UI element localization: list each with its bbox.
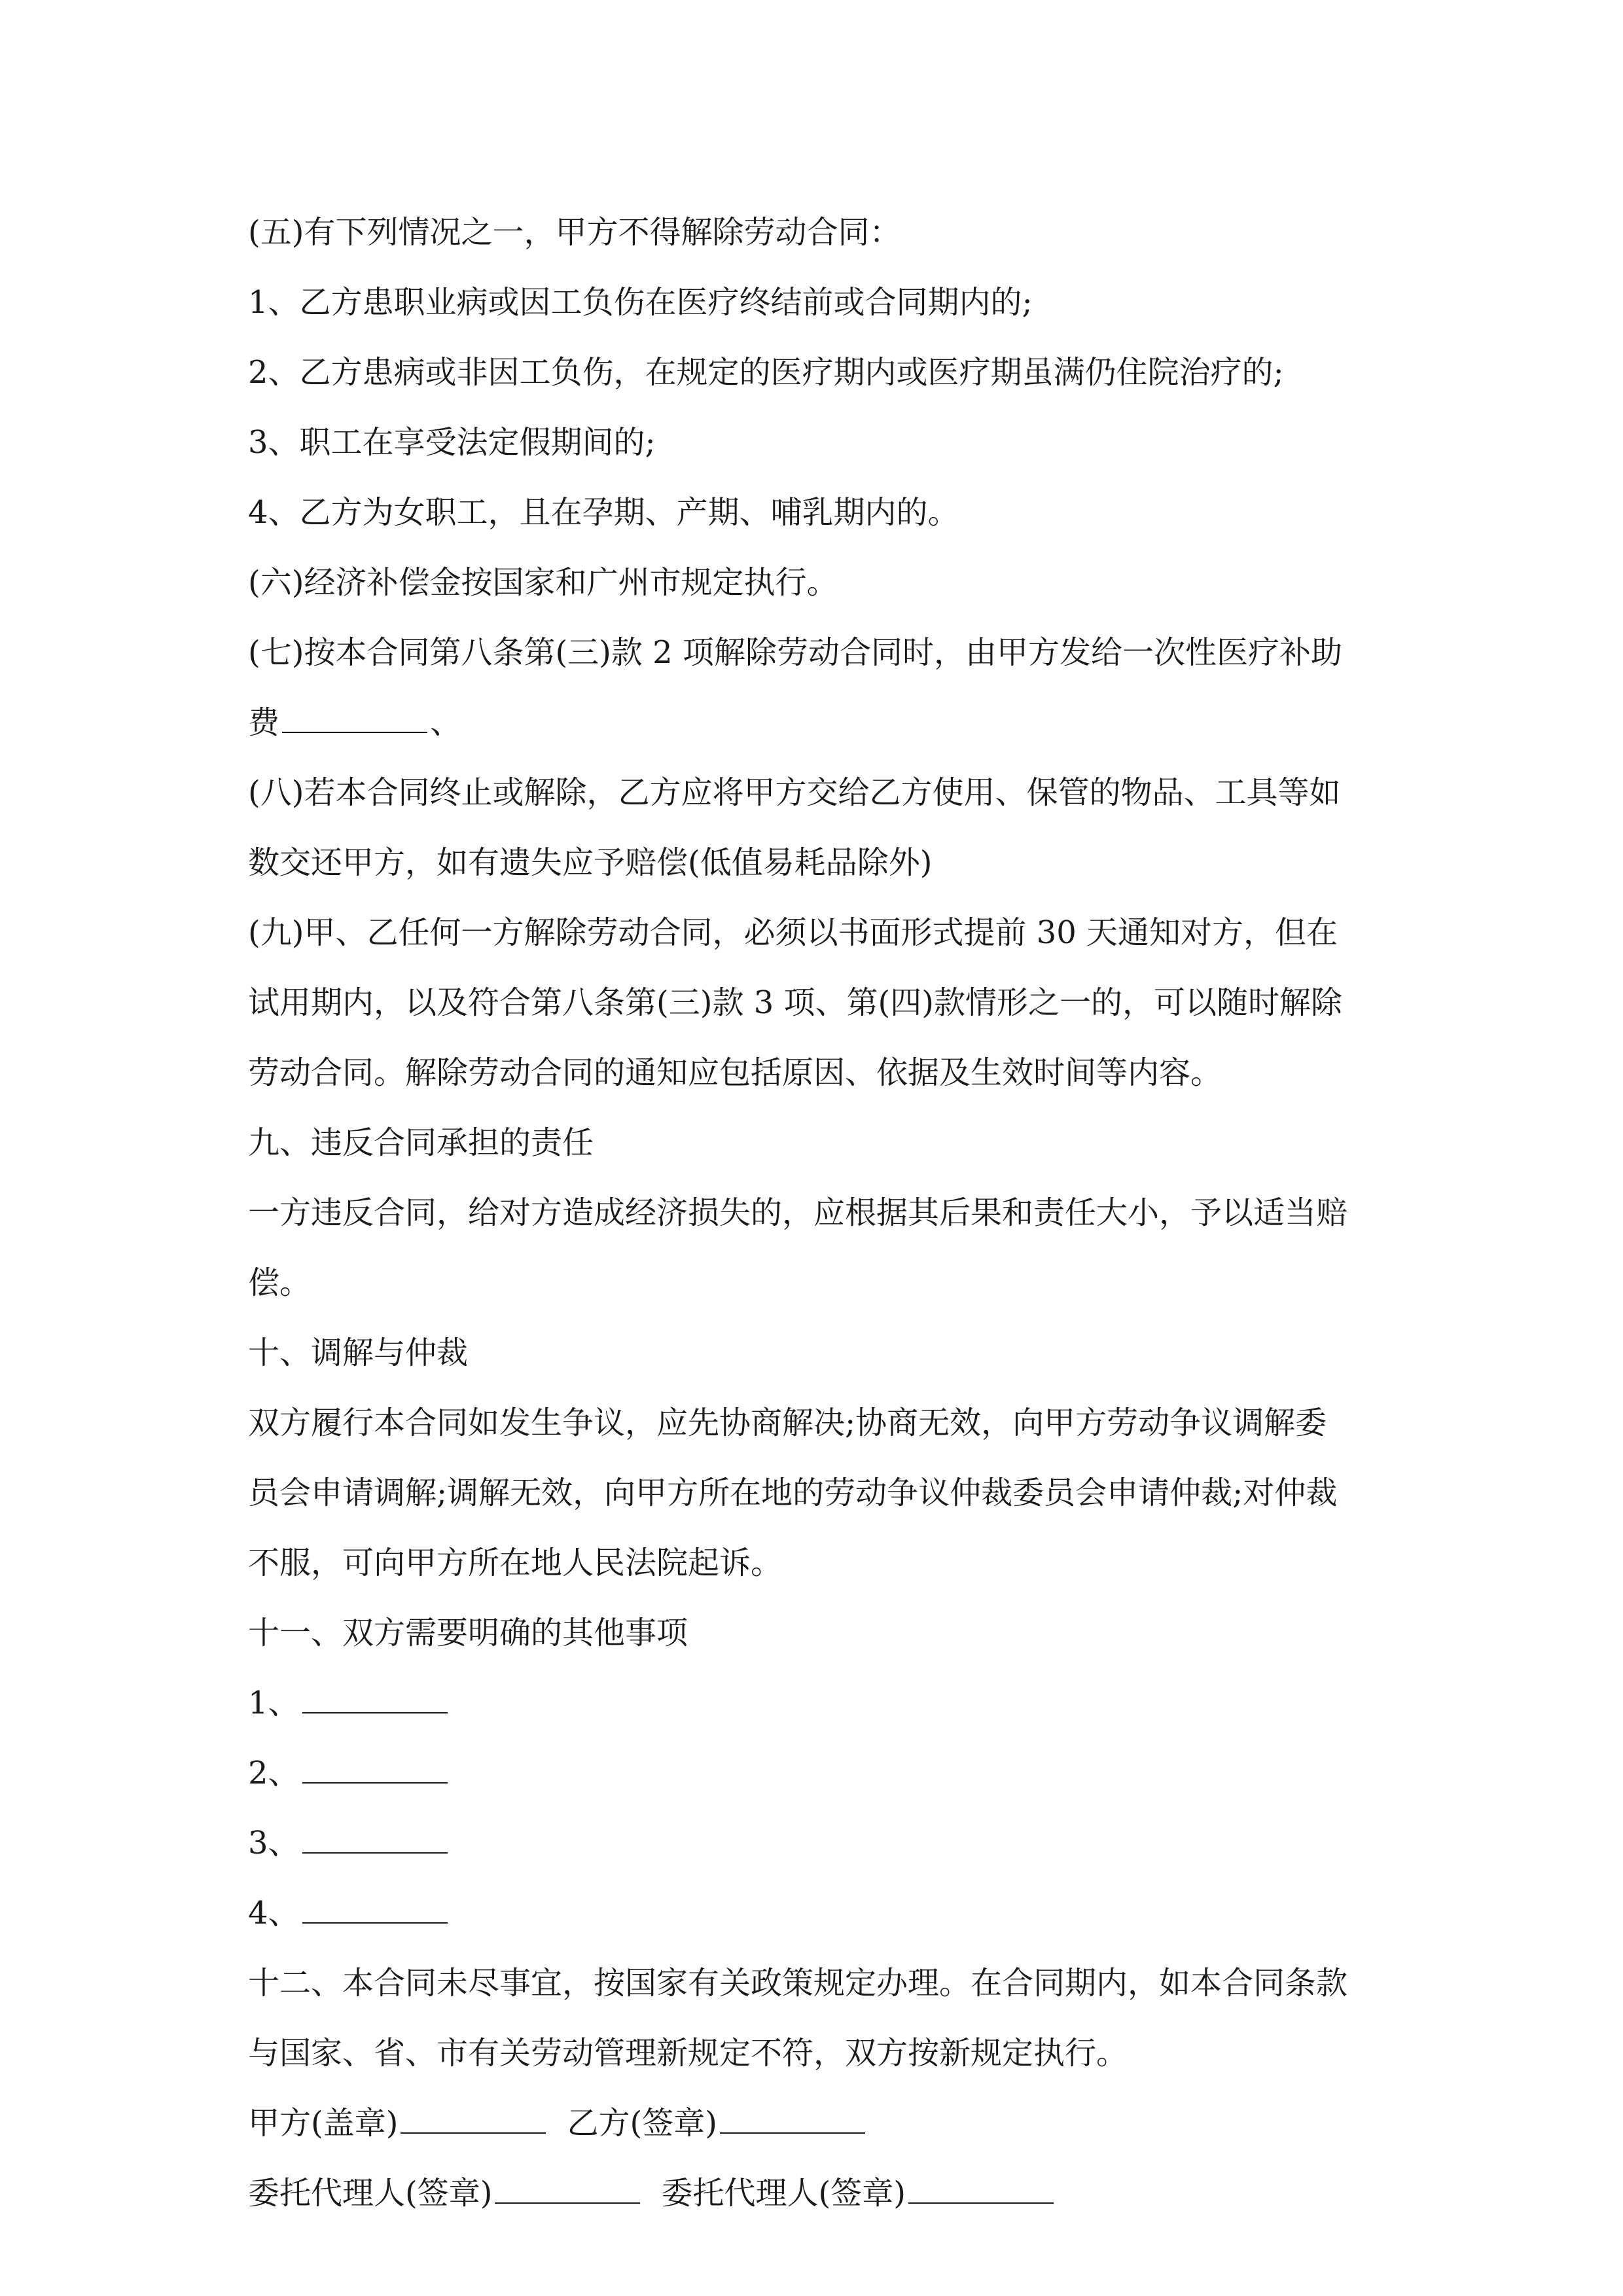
item-number: 4、 [248, 1895, 300, 1931]
agent-a-sign-blank[interactable] [495, 2179, 640, 2204]
paragraph-7-line-1: (七)按本合同第八条第(三)款 2 项解除劳动合同时，由甲方发给一次性医疗补助 [248, 634, 1342, 671]
other-item-2 [248, 1738, 1400, 1808]
paragraph-8-line-2: 数交还甲方，如有遗失应予赔偿(低值易耗品除外) [248, 844, 933, 881]
fee-label: 费 [248, 704, 280, 741]
section-9-title: 九、违反合同承担的责任 [248, 1124, 594, 1161]
agent-b-label: 委托代理人(签章) [661, 2175, 906, 2212]
section-10-line-3: 不服，可向甲方所在地人民法院起诉。 [248, 1545, 783, 1581]
item-number: 1、 [248, 1685, 300, 1721]
paragraph-5: (五)有下列情况之一，甲方不得解除劳动合同： [248, 214, 901, 251]
other-item-3-blank[interactable] [302, 1829, 448, 1854]
paragraph-9-line-2: 试用期内，以及符合第八条第(三)款 3 项、第(四)款情形之一的，可以随时解除 [248, 984, 1342, 1021]
contract-body [248, 198, 1400, 2229]
paragraph-9-line-3: 劳动合同。解除劳动合同的通知应包括原因、依据及生效时间等内容。 [248, 1054, 1222, 1091]
party-b-sign-blank[interactable] [720, 2109, 865, 2134]
section-10-title: 十、调解与仲裁 [248, 1335, 469, 1371]
party-b-label: 乙方(签章) [567, 2105, 717, 2142]
section-10-line-1: 双方履行本合同如发生争议，应先协商解决;协商无效，向甲方劳动争议调解委 [248, 1405, 1327, 1441]
party-a-label: 甲方(盖章) [248, 2105, 399, 2142]
other-item-4 [248, 1878, 1400, 1948]
section-10-line-2: 员会申请调解;调解无效，向甲方所在地的劳动争议仲裁委员会申请仲裁;对仲裁 [248, 1475, 1338, 1511]
paragraph-8-line-1: (八)若本合同终止或解除，乙方应将甲方交给乙方使用、保管的物品、工具等如 [248, 774, 1341, 811]
agent-a-label: 委托代理人(签章) [248, 2175, 493, 2212]
other-item-1 [248, 1668, 1400, 1738]
signature-row-agents [248, 2159, 1400, 2229]
item-number: 2、 [248, 1755, 300, 1791]
paragraph-6: (六)经济补偿金按国家和广州市规定执行。 [248, 564, 838, 601]
other-item-3 [248, 1808, 1400, 1878]
fee-suffix: 、 [430, 704, 462, 741]
list-item: 1、乙方患职业病或因工负伤在医疗终结前或合同期内的; [248, 284, 1033, 321]
agent-b-sign-blank[interactable] [908, 2179, 1054, 2204]
list-item: 3、职工在享受法定假期间的; [248, 424, 656, 461]
other-item-4-blank[interactable] [302, 1899, 448, 1924]
list-item: 2、乙方患病或非因工负伤，在规定的医疗期内或医疗期虽满仍住院治疗的; [248, 354, 1284, 391]
paragraph-9-line-1: (九)甲、乙任何一方解除劳动合同，必须以书面形式提前 30 天通知对方，但在 [248, 914, 1338, 951]
section-11-title: 十一、双方需要明确的其他事项 [248, 1615, 688, 1651]
section-9-line-1: 一方违反合同，给对方造成经济损失的，应根据其后果和责任大小，予以适当赔 [248, 1194, 1348, 1231]
party-b-signature [567, 2089, 867, 2159]
section-12-line-1: 十二、本合同未尽事宜，按国家有关政策规定办理。在合同期内，如本合同条款 [248, 1965, 1348, 2001]
list-item: 4、乙方为女职工，且在孕期、产期、哺乳期内的。 [248, 494, 959, 531]
signature-row-parties [248, 2089, 1400, 2159]
other-item-1-blank[interactable] [302, 1689, 448, 1713]
agent-b-signature [661, 2159, 1056, 2229]
section-12-line-2: 与国家、省、市有关劳动管理新规定不符，双方按新规定执行。 [248, 2035, 1128, 2072]
party-a-signature [248, 2089, 548, 2159]
item-number: 3、 [248, 1825, 300, 1861]
paragraph-7-line-2 [248, 688, 1400, 758]
other-item-2-blank[interactable] [302, 1759, 448, 1784]
medical-fee-blank[interactable] [282, 708, 427, 733]
party-a-seal-blank[interactable] [401, 2109, 546, 2134]
agent-a-signature [248, 2159, 643, 2229]
section-9-line-2: 偿。 [248, 1265, 312, 1301]
